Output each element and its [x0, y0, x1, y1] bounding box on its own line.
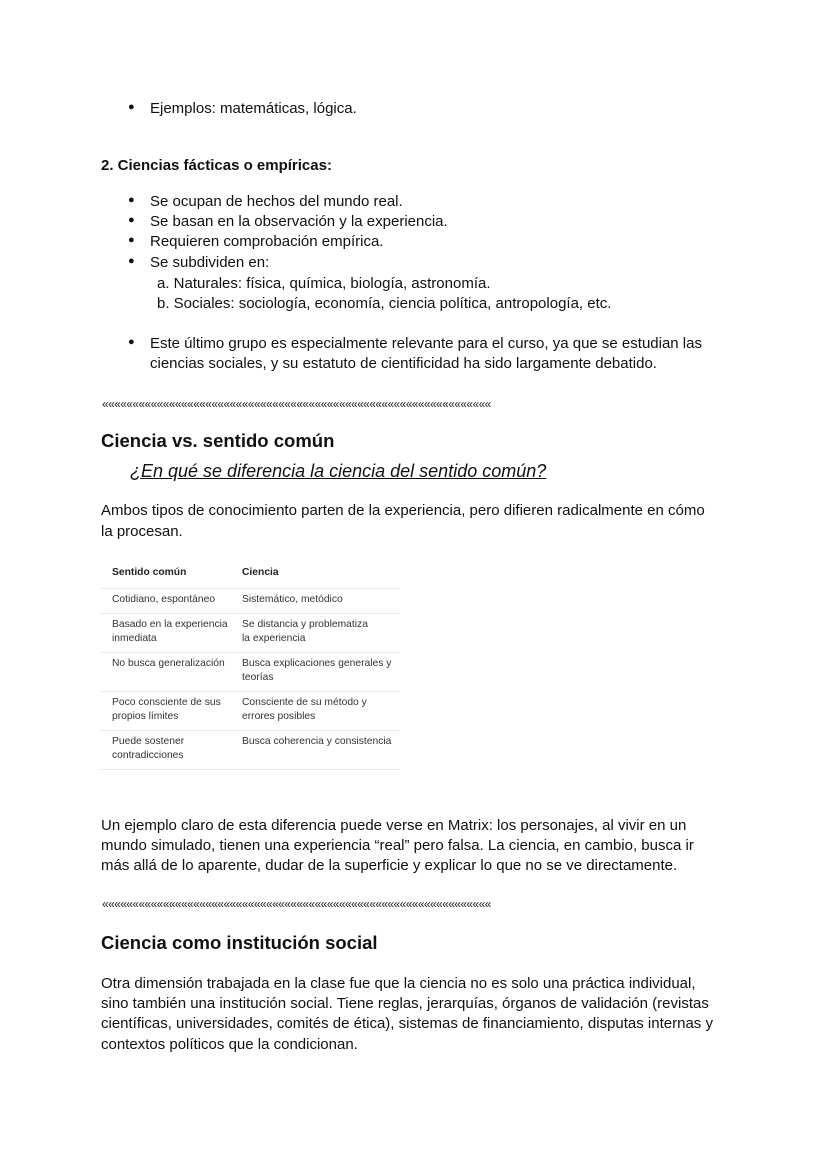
sub-item: b. Sociales: sociología, economía, ciencia política, antropología, etc. — [157, 295, 612, 312]
table-cell: Busca coherencia y consistencia — [242, 731, 400, 770]
table-row — [100, 731, 400, 770]
bullet-text: ciencias sociales, y su estatuto de cientificidad ha sido largamente debatido. — [150, 355, 657, 372]
paragraph-line: Otra dimensión trabajada en la clase fue que la ciencia no es solo una práctica individual, — [101, 975, 696, 992]
table-cell: Poco consciente de sus propios límites — [100, 692, 242, 731]
section-heading: Ciencia vs. sentido común — [101, 430, 335, 451]
table-row — [100, 653, 400, 692]
table-cell: Consciente de su método y errores posibles — [242, 692, 400, 731]
table-row — [100, 589, 400, 614]
bullet-icon: ● — [128, 214, 135, 226]
bullet-text: Se ocupan de hechos del mundo real. — [150, 193, 403, 210]
bullet-icon: ● — [128, 101, 135, 113]
bullet-text: Requieren comprobación empírica. — [150, 233, 384, 250]
table-cell: Busca explicaciones generales y teorías — [242, 653, 400, 692]
table-row — [100, 692, 400, 731]
section-heading: Ciencia como institución social — [101, 932, 378, 953]
column-header: Sentido común — [100, 562, 242, 589]
bullet-icon: ● — [128, 336, 135, 348]
table-row — [100, 614, 400, 653]
question-subheading: ¿En qué se diferencia la ciencia del sentido común? — [130, 461, 547, 481]
bullet-icon: ● — [128, 234, 135, 246]
column-header: Ciencia — [242, 562, 400, 589]
table-cell: Sistemático, metódico — [242, 589, 400, 614]
sub-item: a. Naturales: física, química, biología, astronomía. — [157, 275, 491, 292]
paragraph-line: mundo simulado, tienen una experiencia “real” pero falsa. La ciencia, en cambio, busca ir — [101, 837, 694, 854]
table-cell: Se distancia y problematiza la experiencia — [242, 614, 400, 653]
paragraph-line: contextos políticos que la condicionan. — [101, 1036, 358, 1053]
bullet-text: Se subdividen en: — [150, 254, 270, 271]
bullet-icon: ● — [128, 255, 135, 267]
paragraph-line: más allá de lo aparente, dudar de la superficie y explicar lo que no se ve directamente. — [101, 857, 678, 874]
paragraph-line: Ambos tipos de conocimiento parten de la experiencia, pero difieren radicalmente en cómo — [101, 502, 705, 519]
bullet-text: Este último grupo es especialmente relevante para el curso, ya que se estudian las — [150, 335, 702, 352]
comparison-table — [100, 562, 400, 770]
separator: «««««««««««««««««««««««««««««««««««««««««««««««««««««««««««««««« — [102, 397, 491, 411]
table-cell: No busca generalización — [100, 653, 242, 692]
paragraph-line: científicas, universidades, comités de ética), sistemas de financiamiento, disputas internas y — [101, 1015, 713, 1032]
bullet-text: Se basan en la observación y la experiencia. — [150, 213, 448, 230]
bullet-text: Ejemplos: matemáticas, lógica. — [150, 100, 357, 117]
paragraph-line: sino también una institución social. Tiene reglas, jerarquías, órganos de validación (revistas — [101, 995, 709, 1012]
bullet-icon: ● — [128, 194, 135, 206]
table-cell: Puede sostener contradicciones — [100, 731, 242, 770]
section-heading: 2. Ciencias fácticas o empíricas: — [101, 157, 332, 174]
table-cell: Basado en la experiencia inmediata — [100, 614, 242, 653]
table-cell: Cotidiano, espontáneo — [100, 589, 242, 614]
paragraph-line: la procesan. — [101, 523, 183, 540]
table-header-row — [100, 562, 400, 589]
separator: «««««««««««««««««««««««««««««««««««««««««««««««««««««««««««««««« — [102, 897, 491, 911]
paragraph-line: Un ejemplo claro de esta diferencia puede verse en Matrix: los personajes, al vivir en un — [101, 817, 687, 834]
